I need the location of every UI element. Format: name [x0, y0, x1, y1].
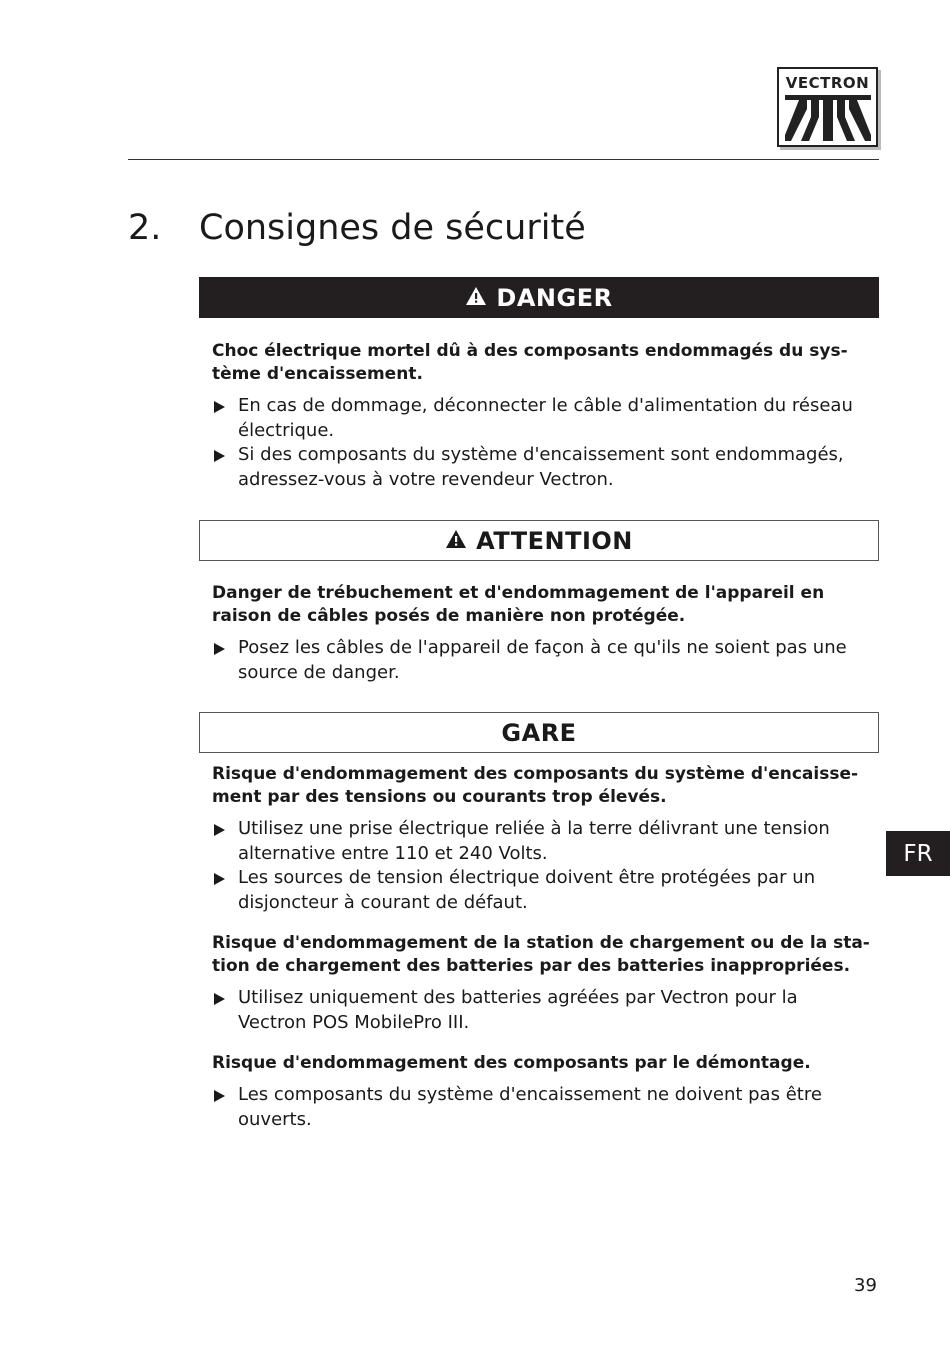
attention-content: [212, 582, 872, 685]
language-tab-fr: FR: [886, 831, 950, 876]
gare-lead-1: Risque d'endommagement des composants du système d'encaisse- ment par des tensions ou courants trop élevés.: [212, 764, 859, 807]
warning-triangle-icon: [445, 527, 467, 555]
list-item: En cas de dommage, déconnecter le câble d'alimentation du réseau électrique.: [212, 394, 872, 443]
chapter-title: Consignes de sécurité: [199, 208, 586, 248]
bullet-arrow-icon: [214, 401, 225, 413]
list-item: Utilisez une prise électrique reliée à la terre délivrant une tension alternative entre 110 et 240 Volts.: [212, 817, 872, 866]
list-item: Les composants du système d'encaissement ne doivent pas être ouverts.: [212, 1083, 872, 1132]
bullet-arrow-icon: [214, 993, 225, 1005]
gare-content-3: [212, 1052, 872, 1132]
gare-content-1: [212, 763, 872, 915]
logo-text: VECTRON: [785, 74, 870, 92]
bullet-arrow-icon: [214, 450, 225, 462]
list-item: Posez les câbles de l'appareil de façon à ce qu'ils ne soient pas une source de danger.: [212, 636, 872, 685]
header-rule: [128, 159, 879, 160]
list-item: Les sources de tension électrique doivent être protégées par un disjoncteur à courant de défaut.: [212, 866, 872, 915]
bullet-arrow-icon: [214, 1090, 225, 1102]
attention-label: ATTENTION: [476, 526, 633, 555]
danger-banner: [199, 277, 879, 318]
danger-lead: Choc électrique mortel dû à des composants endommagés du sys- tème d'encaissement.: [212, 341, 848, 384]
page-number: 39: [854, 1275, 877, 1296]
attention-banner: [199, 520, 879, 561]
bullet-arrow-icon: [214, 873, 225, 885]
logo-mark-icon: [785, 95, 871, 141]
danger-label: DANGER: [496, 283, 613, 312]
vectron-logo: [777, 67, 878, 147]
list-item: Utilisez uniquement des batteries agréées par Vectron pour la Vectron POS MobilePro III.: [212, 986, 872, 1035]
chapter-number: 2.: [128, 208, 162, 248]
gare-banner: [199, 712, 879, 753]
gare-lead-3: Risque d'endommagement des composants par le démontage.: [212, 1053, 811, 1073]
attention-lead: Danger de trébuchement et d'endommagement de l'appareil en raison de câbles posés de manière non protégée.: [212, 583, 825, 626]
warning-triangle-icon: [465, 284, 487, 312]
gare-content-2: [212, 932, 872, 1035]
bullet-arrow-icon: [214, 824, 225, 836]
gare-label: GARE: [501, 718, 577, 747]
bullet-arrow-icon: [214, 643, 225, 655]
gare-lead-2: Risque d'endommagement de la station de chargement ou de la sta- tion de chargement des batteries par des batteries inappropriées.: [212, 933, 870, 976]
danger-content: [212, 340, 872, 492]
list-item: Si des composants du système d'encaissement sont endommagés, adressez-vous à votre revendeur Vectron.: [212, 443, 872, 492]
